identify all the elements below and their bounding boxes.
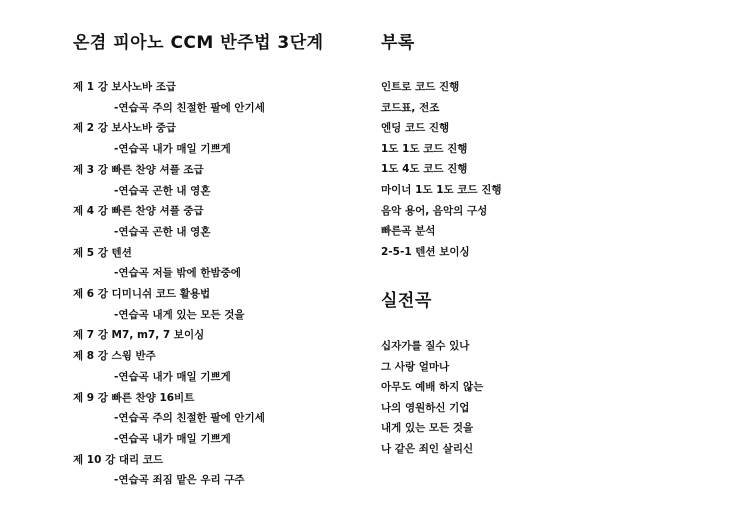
lesson-title: 제 4 강 빠른 찬양 셔플 중급: [73, 205, 204, 218]
appendix-item: 2-5-1 텐션 보이싱: [381, 245, 470, 258]
lesson-title: 제 5 강 텐션: [73, 246, 132, 259]
appendix-item: 1도 1도 코드 진행: [381, 142, 468, 155]
practice-title: 실전곡: [381, 291, 432, 311]
practice-song: -연습곡 내게 있는 모든 것을: [114, 308, 245, 321]
practice-song: -연습곡 곤한 내 영혼: [114, 225, 211, 238]
practice-item: 아무도 예배 하지 않는: [381, 381, 484, 394]
lesson-title: 제 9 강 빠른 찬양 16비트: [73, 391, 195, 404]
appendix-item: 인트로 코드 진행: [381, 81, 460, 93]
practice-item: 나의 영원하신 기업: [381, 401, 470, 414]
practice-song: -연습곡 주의 친절한 팔에 안기세: [114, 412, 265, 425]
practice-song: -연습곡 내가 매일 기쁘게: [114, 370, 231, 383]
appendix-item: 1도 4도 코드 진행: [381, 163, 468, 176]
practice-song: -연습곡 죄짐 맡은 우리 구주: [114, 474, 245, 487]
appendix-title: 부록: [381, 33, 415, 53]
appendix-item: 코드표, 전조: [381, 101, 440, 114]
practice-item: 나 같은 죄인 살리신: [381, 443, 474, 455]
lesson-title: 제 10 강 대리 코드: [73, 453, 164, 466]
page-title: 온겸 피아노 CCM 반주법 3단계: [73, 33, 324, 53]
practice-song: -연습곡 주의 친절한 팔에 안기세: [114, 101, 265, 114]
lesson-title: 제 7 강 M7, m7, 7 보이싱: [73, 329, 205, 342]
practice-song: -연습곡 저들 밖에 한밤중에: [114, 267, 241, 280]
lesson-title: 제 2 강 보사노바 중급: [73, 122, 177, 135]
practice-item: 내게 있는 모든 것을: [381, 422, 474, 435]
lesson-title: 제 6 강 디미니쉬 코드 활용법: [73, 288, 211, 300]
appendix-item: 엔딩 코드 진행: [381, 122, 450, 135]
appendix-item: 마이너 1도 1도 코드 진행: [381, 184, 502, 196]
practice-item: 그 사랑 얼마나: [381, 360, 450, 373]
lesson-title: 제 8 강 스윙 반주: [73, 350, 156, 363]
lesson-title: 제 3 강 빠른 찬양 셔플 조급: [73, 163, 204, 176]
practice-song: -연습곡 곤한 내 영혼: [114, 184, 211, 197]
lesson-title: 제 1 강 보사노바 조급: [73, 81, 177, 93]
practice-song: -연습곡 내가 매일 기쁘게: [114, 432, 231, 445]
practice-item: 십자가를 질수 있나: [381, 340, 470, 352]
appendix-item: 빠른곡 분석: [381, 225, 436, 238]
practice-song: -연습곡 내가 매일 기쁘게: [114, 143, 231, 156]
appendix-item: 음악 용어, 음악의 구성: [381, 204, 488, 217]
